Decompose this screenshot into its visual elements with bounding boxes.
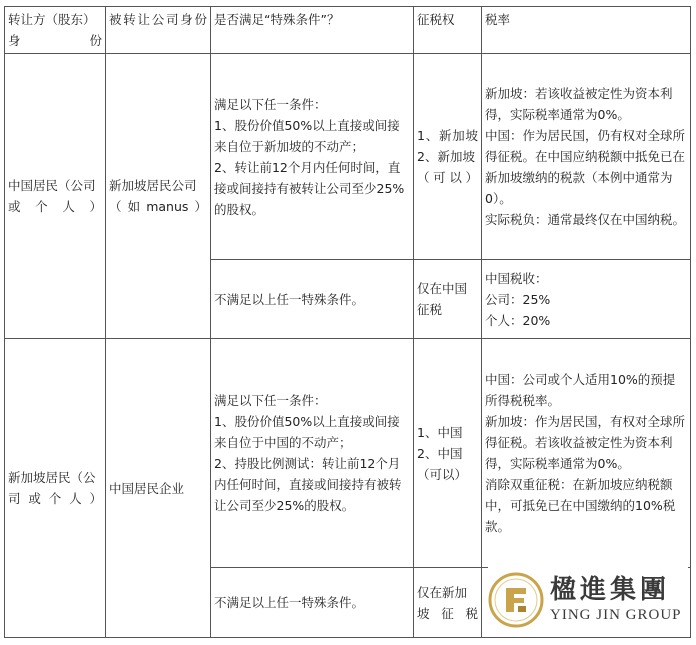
header-special-condition: 是否满足“特殊条件”？: [211, 7, 414, 54]
group1-transferor: 中国居民（公司或个人）: [5, 54, 106, 339]
logo-name-cn: 楹進集團: [550, 575, 671, 605]
group2-condition-not-met: 不满足以上任一特殊条件。: [211, 568, 414, 638]
company-logo: [488, 567, 688, 633]
group1-condition-not-met: 不满足以上任一特殊条件。: [211, 260, 414, 339]
group2-tax-rate-met: 中国：公司或个人适用10%的预提所得税税率。 新加坡：作为居民国，有权对全球所得征税。若该收益被定性为资本利得，实际税率通常为0%。 消除双重征税：在新加坡应纳税额中，可抵免已在中国缴纳的10%税款。: [482, 339, 691, 568]
header-transferor: 转让方（股东）身份: [5, 7, 106, 54]
logo-text: [550, 575, 682, 625]
group1-target-company: 新加坡居民公司（如manus）: [106, 54, 211, 339]
table-row: [5, 54, 691, 260]
ying-jin-logo-icon: [488, 572, 544, 628]
header-tax-rate: 税率: [482, 7, 691, 54]
header-row: [5, 7, 691, 54]
table-row: [5, 339, 691, 568]
header-taxing-right: 征税权: [414, 7, 482, 54]
group1-taxing-right-met: 1、新加坡 2、新加坡（可以）: [414, 54, 482, 260]
group1-taxing-right-not-met: 仅在中国征税: [414, 260, 482, 339]
group2-target-company: 中国居民企业: [106, 339, 211, 638]
group1-tax-rate-not-met: 中国税收： 公司：25% 个人：20%: [482, 260, 691, 339]
tax-table: [4, 6, 691, 638]
group1-tax-rate-met: 新加坡：若该收益被定性为资本利得，实际税率通常为0%。 中国：作为居民国，仍有权对全球所得征税。在中国应纳税额中抵免已在新加坡缴纳的税款（本例中通常为0）。 实际税负：通常最终仅在中国纳税。: [482, 54, 691, 260]
logo-name-en: YING JIN GROUP: [550, 607, 682, 623]
group1-condition-met: 满足以下任一条件： 1、股份价值50%以上直接或间接来自位于新加坡的不动产； 2、转让前12个月内任何时间，直接或间接持有被转让公司至少25%的股权。: [211, 54, 414, 260]
group2-transferor: 新加坡居民（公司或个人）: [5, 339, 106, 638]
group2-taxing-right-not-met: 仅在新加坡征税: [414, 568, 482, 638]
group2-taxing-right-met: 1、中国 2、中国（可以）: [414, 339, 482, 568]
header-target-company: 被转让公司身份: [106, 7, 211, 54]
group2-condition-met: 满足以下任一条件： 1、股份价值50%以上直接或间接来自位于中国的不动产； 2、持股比例测试：转让前12个月内任何时间，直接或间接持有被转让公司至少25%的股权。: [211, 339, 414, 568]
